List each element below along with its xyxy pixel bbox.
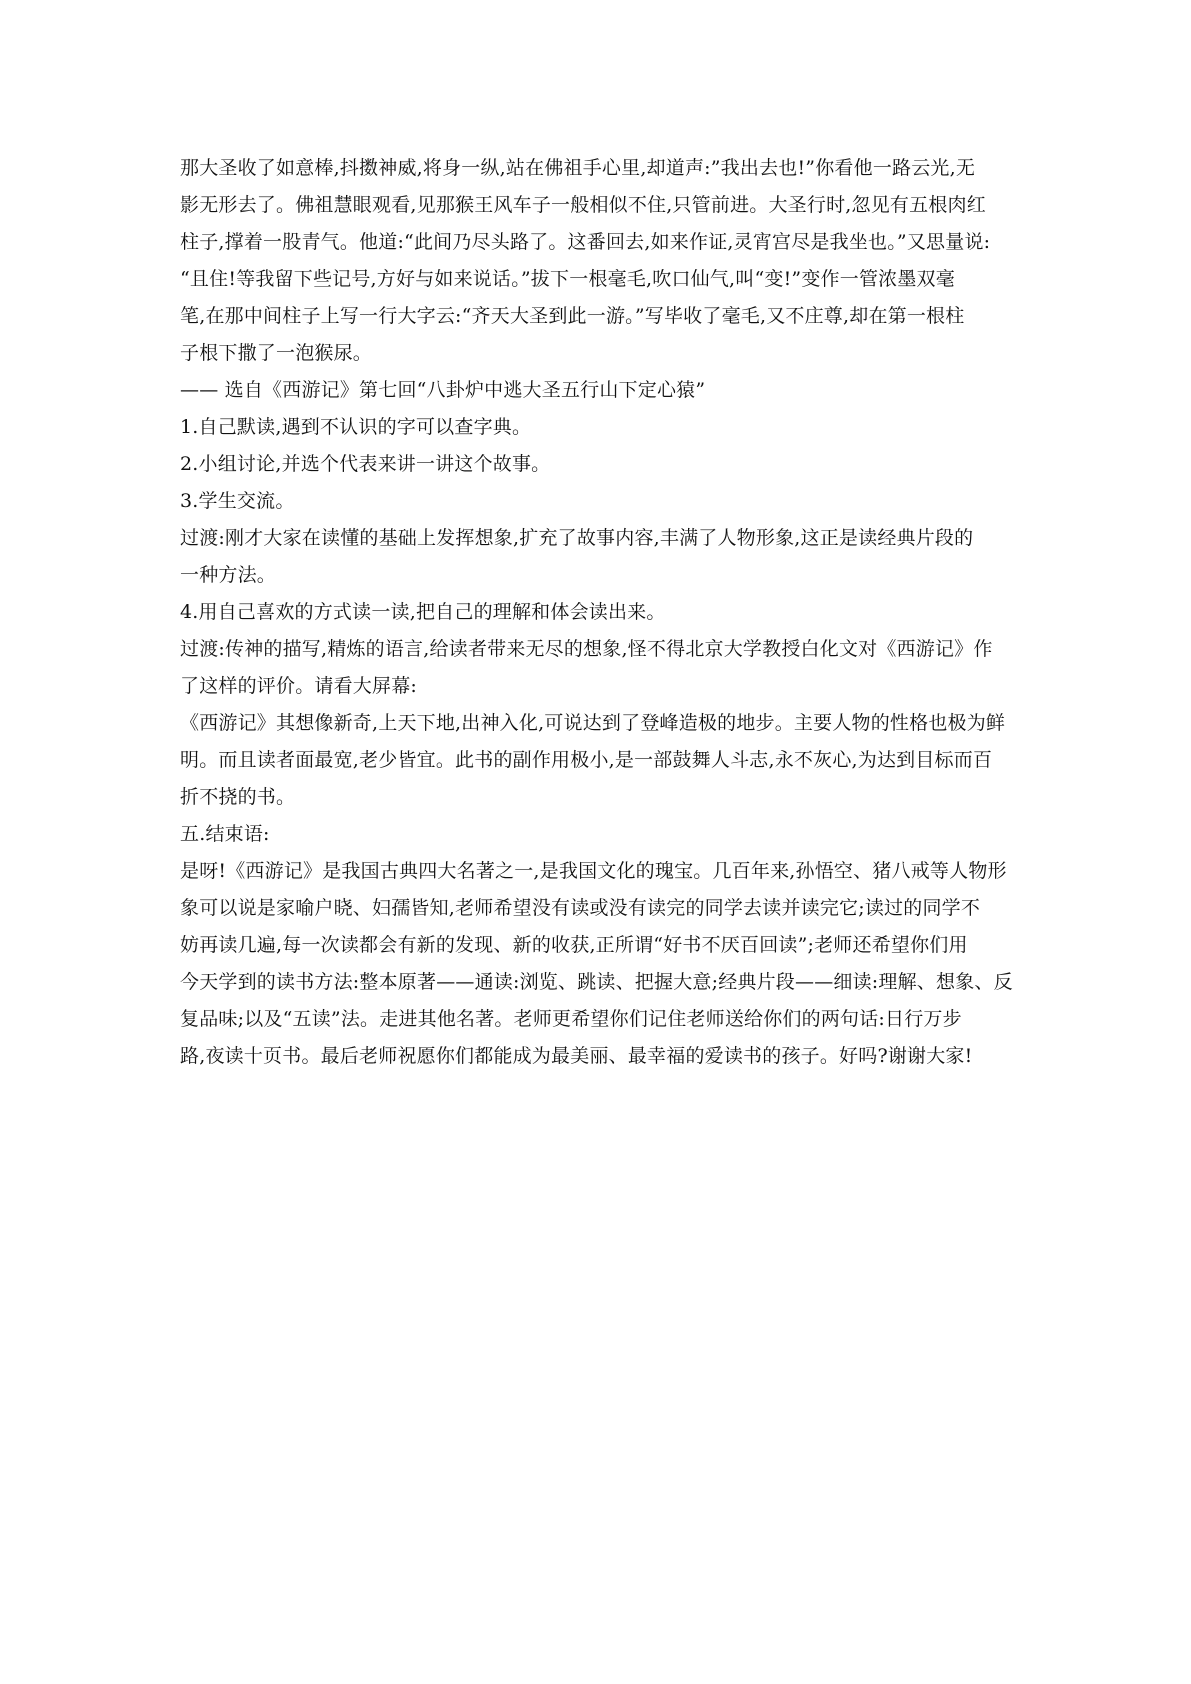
transition-2 bbox=[180, 631, 1020, 705]
source-line: —— 选自《西游记》第七回“八卦炉中逃大圣五行山下定心猿” bbox=[180, 379, 706, 401]
step-4-text: 4.用自己喜欢的方式读一读,把自己的理解和体会读出来。 bbox=[180, 601, 666, 623]
passage-line: 影无形去了。佛祖慧眼观看,见那猴王风车子一般相似不住,只管前进。大圣行时,忽见有五根肉红 bbox=[180, 194, 986, 216]
quote-line: 明。而且读者面最宽,老少皆宜。此书的副作用极小,是一部鼓舞人斗志,永不灰心,为达到目标而百 bbox=[180, 749, 993, 771]
transition-2-line: 过渡:传神的描写,精炼的语言,给读者带来无尽的想象,怪不得北京大学教授白化文对《西游记》作 bbox=[180, 638, 993, 660]
quote-line: 《西游记》其想像新奇,上天下地,出神入化,可说达到了登峰造极的地步。主要人物的性格也极为鲜 bbox=[180, 712, 1006, 734]
quote-paragraph bbox=[180, 705, 1020, 816]
step-1-text: 1.自己默读,遇到不认识的字可以查字典。 bbox=[180, 416, 532, 438]
step-3-text: 3.学生交流。 bbox=[180, 490, 295, 512]
transition-1-line: 一种方法。 bbox=[180, 564, 277, 586]
source-citation bbox=[180, 372, 1020, 409]
closing-line: 复品味;以及“五读”法。走进其他名著。老师更希望你们记住老师送给你们的两句话:日行万步 bbox=[180, 1008, 962, 1030]
closing-line: 今天学到的读书方法:整本原著——通读:浏览、跳读、把握大意;经典片段——细读:理解、想象、反 bbox=[180, 971, 1013, 993]
transition-1 bbox=[180, 520, 1020, 594]
step-2 bbox=[180, 446, 1020, 483]
transition-2-line: 了这样的评价。请看大屏幕: bbox=[180, 675, 418, 697]
closing-paragraph bbox=[180, 853, 1020, 1075]
section-title bbox=[180, 816, 1020, 853]
closing-line: 路,夜读十页书。最后老师祝愿你们都能成为最美丽、最幸福的爱读书的孩子。好吗?谢谢大家! bbox=[180, 1045, 973, 1067]
passage-line: 子根下撒了一泡猴尿。 bbox=[180, 342, 373, 364]
section-title-text: 五.结束语: bbox=[180, 823, 270, 845]
step-4 bbox=[180, 594, 1020, 631]
transition-1-line: 过渡:刚才大家在读懂的基础上发挥想象,扩充了故事内容,丰满了人物形象,这正是读经典片段的 bbox=[180, 527, 974, 549]
passage-line: “且住!等我留下些记号,方好与如来说话。”拔下一根毫毛,吹口仙气,叫“变!”变作一管浓墨双毫 bbox=[180, 268, 955, 290]
closing-line: 象可以说是家喻户晓、妇孺皆知,老师希望没有读或没有读完的同学去读并读完它;读过的同学不 bbox=[180, 897, 981, 919]
quote-line: 折不挠的书。 bbox=[180, 786, 296, 808]
step-2-text: 2.小组讨论,并选个代表来讲一讲这个故事。 bbox=[180, 453, 551, 475]
passage-line: 柱子,撑着一股青气。他道:“此间乃尽头路了。这番回去,如来作证,灵宵宫尽是我坐也。”又思量说: bbox=[180, 231, 991, 253]
step-3 bbox=[180, 483, 1020, 520]
passage-line: 笔,在那中间柱子上写一行大字云:“齐天大圣到此一游。”写毕收了毫毛,又不庄尊,却在第一根柱 bbox=[180, 305, 965, 327]
document-page bbox=[180, 150, 1020, 1075]
closing-line: 是呀!《西游记》是我国古典四大名著之一,是我国文化的瑰宝。几百年来,孙悟空、猪八戒等人物形 bbox=[180, 860, 1007, 882]
passage-line: 那大圣收了如意棒,抖擞神威,将身一纵,站在佛祖手心里,却道声:”我出去也!”你看他一路云光,无 bbox=[180, 157, 976, 179]
closing-line: 妨再读几遍,每一次读都会有新的发现、新的收获,正所谓“好书不厌百回读”;老师还希望你们用 bbox=[180, 934, 968, 956]
passage-paragraph bbox=[180, 150, 1020, 372]
step-1 bbox=[180, 409, 1020, 446]
